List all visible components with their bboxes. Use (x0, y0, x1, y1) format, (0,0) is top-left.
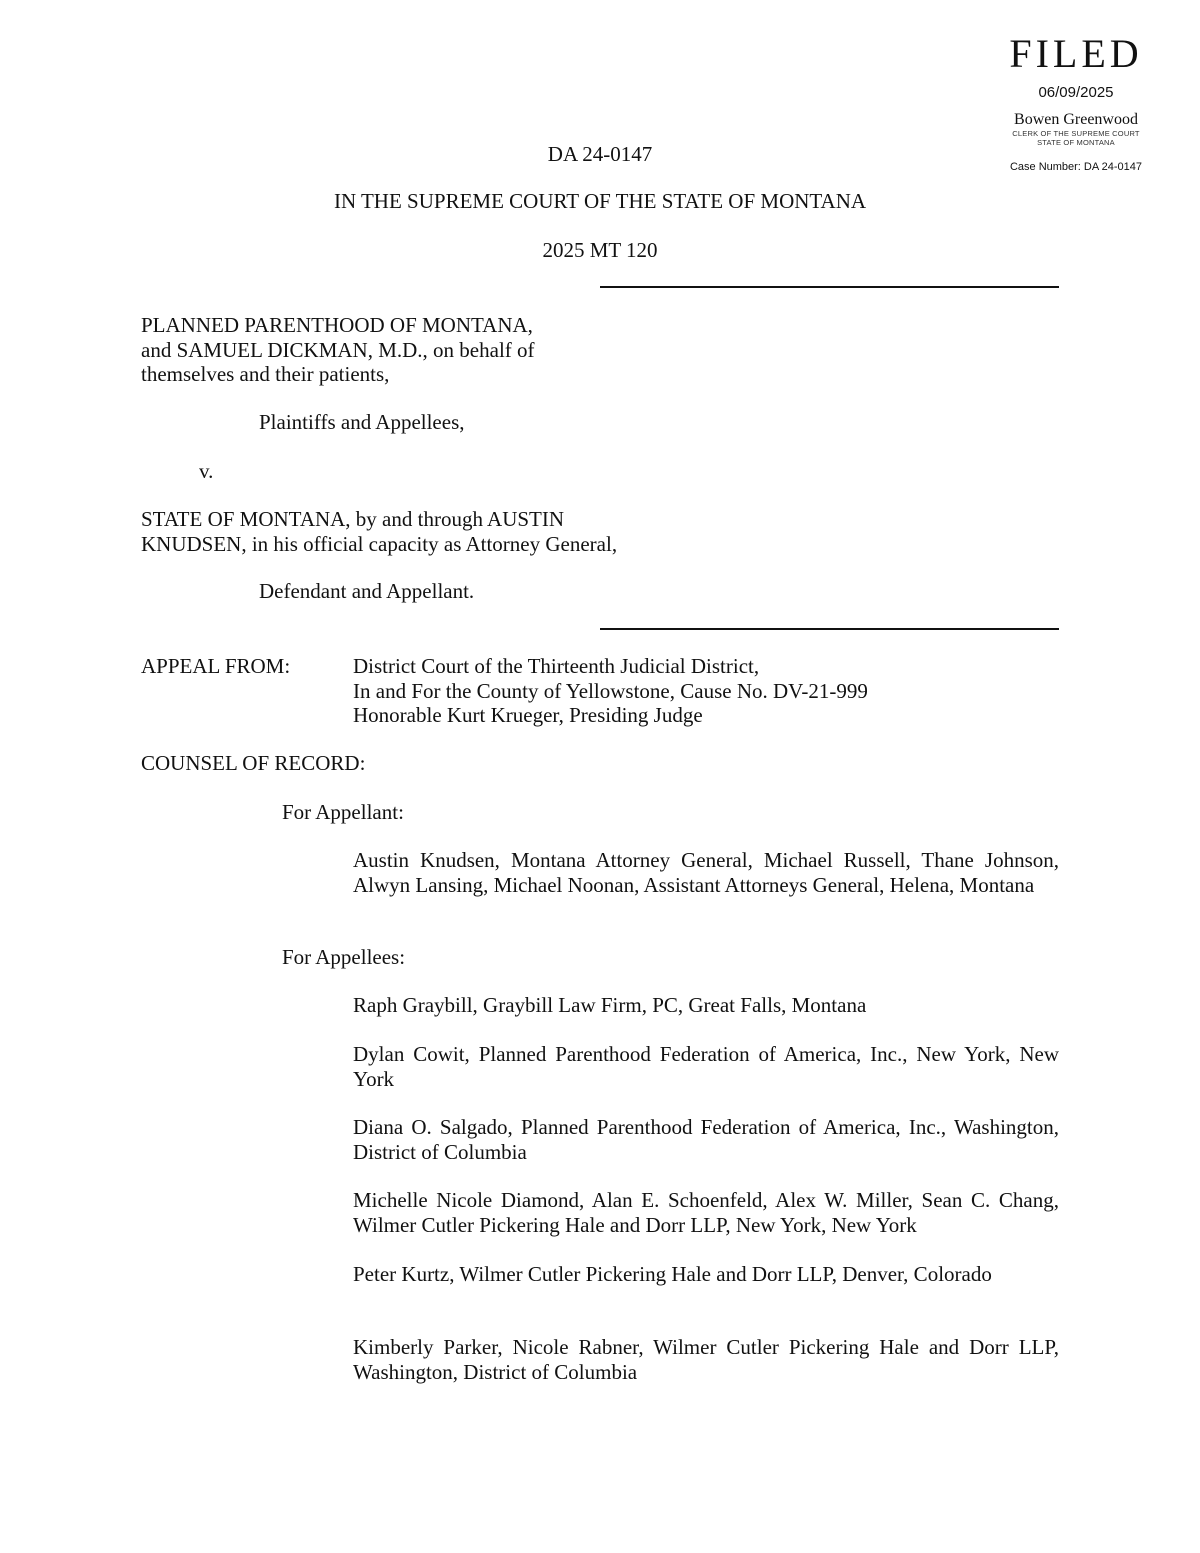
appellant-counsel: Austin Knudsen, Montana Attorney General, Michael Russell, Thane Johnson, Alwyn Lansing, Michael Noonan, Assistant Attorneys General, Helena, Montana (353, 848, 1059, 897)
plaintiffs-line: themselves and their patients, (141, 362, 390, 386)
counsel-of-record-label: COUNSEL OF RECORD: (141, 751, 366, 775)
appellee-counsel: Diana O. Salgado, Planned Parenthood Federation of America, Inc., Washington, District of Columbia (353, 1115, 1059, 1164)
appeal-line: In and For the County of Yellowstone, Cause No. DV-21-999 (353, 678, 868, 703)
appellee-counsel: Michelle Nicole Diamond, Alan E. Schoenfeld, Alex W. Miller, Sean C. Chang, Wilmer Cutler Pickering Hale and Dorr LLP, New York, New York (353, 1188, 1059, 1237)
caption-bottom-rule (600, 628, 1059, 630)
appellee-counsel: Kimberly Parker, Nicole Rabner, Wilmer Cutler Pickering Hale and Dorr LLP, Washington, District of Columbia (353, 1335, 1059, 1384)
appeal-from-block (353, 654, 868, 728)
appeal-from-label: APPEAL FROM: (141, 654, 291, 678)
plaintiffs-line: PLANNED PARENTHOOD OF MONTANA, (141, 313, 533, 337)
caption-top-rule (600, 286, 1059, 288)
defendant-line: KNUDSEN, in his official capacity as Attorney General, (141, 531, 618, 556)
stamp-clerk-title: CLERK OF THE SUPREME COURT (1012, 129, 1140, 138)
plaintiffs-role: Plaintiffs and Appellees, (259, 410, 465, 434)
appeal-line: Honorable Kurt Krueger, Presiding Judge (353, 703, 703, 727)
defendant-block (141, 507, 617, 556)
citation: 2025 MT 120 (542, 238, 658, 262)
docket-number: DA 24-0147 (547, 142, 653, 166)
appellee-counsel: Raph Graybill, Graybill Law Firm, PC, Great Falls, Montana (353, 993, 867, 1017)
for-appellant-label: For Appellant: (282, 800, 404, 824)
appeal-line: District Court of the Thirteenth Judicial District, (353, 654, 760, 678)
defendant-line: STATE OF MONTANA, by and through AUSTIN (141, 507, 565, 531)
appellee-counsel: Peter Kurtz, Wilmer Cutler Pickering Hale and Dorr LLP, Denver, Colorado (353, 1262, 992, 1286)
stamp-case-number: Case Number: DA 24-0147 (1009, 161, 1143, 173)
for-appellees-label: For Appellees: (282, 945, 406, 969)
plaintiffs-line: and SAMUEL DICKMAN, M.D., on behalf of (141, 337, 535, 362)
appellee-counsel: Dylan Cowit, Planned Parenthood Federation of America, Inc., New York, New York (353, 1042, 1059, 1091)
stamp-filed-label: FILED (1009, 31, 1143, 76)
stamp-clerk-name: Bowen Greenwood (1014, 111, 1138, 128)
versus: v. (199, 459, 214, 483)
stamp-clerk-state: STATE OF MONTANA (1037, 138, 1115, 147)
defendant-role: Defendant and Appellant. (259, 579, 475, 603)
plaintiffs-block (141, 313, 535, 387)
stamp-date: 06/09/2025 (1038, 84, 1114, 101)
court-name: IN THE SUPREME COURT OF THE STATE OF MONTANA (333, 189, 867, 213)
